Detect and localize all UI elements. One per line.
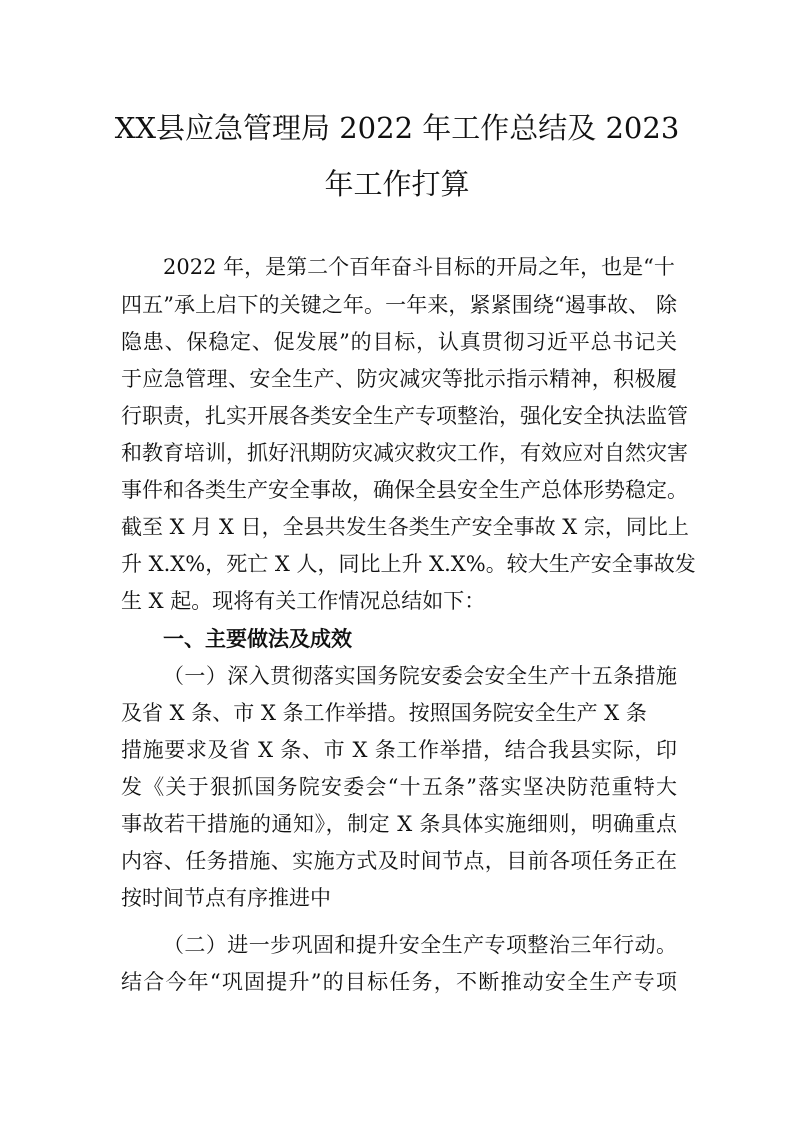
document-title-line-2: 年工作打算 [324, 167, 470, 201]
subsection-1-line-5: 事故若干措施的通知》，制定 X 条具体实施细则，明确重点 [121, 812, 677, 836]
intro-line-4: 于应急管理、安全生产、防灾减灾等批示指示精神，积极履 [121, 367, 677, 391]
subsection-2-line-2: 结合今年“巩固提升”的目标任务，不断推动安全生产专项 [121, 970, 677, 994]
subsection-1-line-6: 内容、任务措施、实施方式及时间节点，目前各项任务正在 [121, 849, 677, 873]
subsection-1-line-1: （一）深入贯彻落实国务院安委会安全生产十五条措施 [163, 664, 677, 688]
intro-line-10: 生 X 起。现将有关工作情况总结如下： [121, 589, 486, 613]
intro-line-8: 截至 X 月 X 日，全县共发生各类生产安全事故 X 宗，同比上 [121, 515, 689, 539]
subsection-1-line-4: 发《关于狠抓国务院安委会“十五条”落实坚决防范重特大 [121, 775, 677, 799]
intro-line-9: 升 X.X%，死亡 X 人，同比上升 X.X%。较大生产安全事故发 [121, 552, 696, 576]
intro-line-7: 事件和各类生产安全事故，确保全县安全生产总体形势稳定。 [121, 478, 688, 502]
intro-line-3: 隐患、保稳定、促发展”的目标，认真贯彻习近平总书记关 [121, 330, 677, 354]
intro-line-6: 和教育培训，抓好汛期防灾减灾救灾工作，有效应对自然灾害 [121, 441, 688, 465]
document-title-line-1: XX县应急管理局 2022 年工作总结及 2023 [114, 111, 680, 145]
intro-line-2: 四五”承上启下的关键之年。一年来，紧紧围绕“遏事故、 除 [121, 293, 677, 317]
subsection-1-line-7: 按时间节点有序推进中 [121, 886, 331, 910]
subsection-1-line-3: 措施要求及省 X 条、市 X 条工作举措，结合我县实际，印 [121, 738, 677, 762]
intro-line-1: 2022 年，是第二个百年奋斗目标的开局之年，也是“十 [163, 255, 675, 279]
subsection-1-line-2: 及省 X 条、市 X 条工作举措。按照国务院安全生产 X 条 [121, 701, 647, 725]
intro-line-5: 行职责，扎实开展各类安全生产专项整治，强化安全执法监管 [121, 404, 688, 428]
section-heading-1: 一、主要做法及成效 [163, 627, 352, 651]
subsection-2-line-1: （二）进一步巩固和提升安全生产专项整治三年行动。 [163, 933, 677, 957]
